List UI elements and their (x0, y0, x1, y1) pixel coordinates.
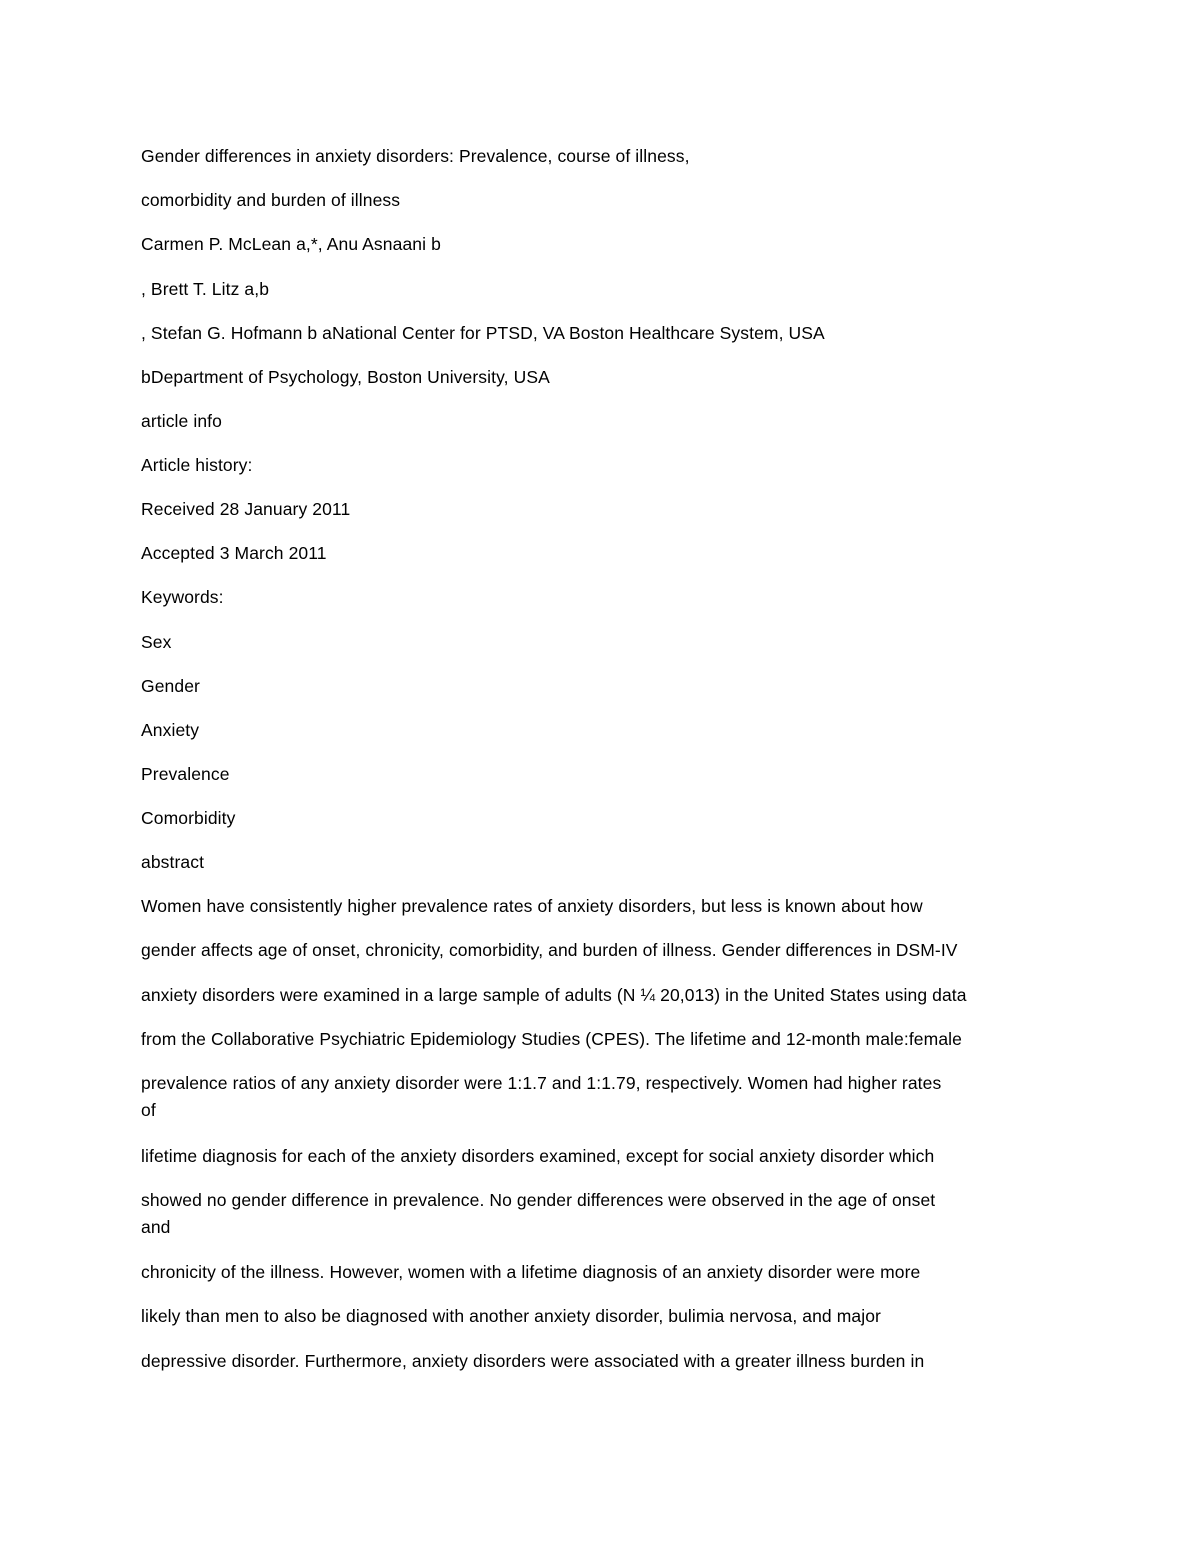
keyword-comorbidity: Comorbidity (141, 808, 236, 828)
article-history-label: Article history: (141, 455, 253, 475)
authors-line-2: , Brett T. Litz a,b (141, 279, 270, 299)
accepted-date: Accepted 3 March 2011 (141, 543, 327, 563)
abstract-line-10: depressive disorder. Furthermore, anxiety disorders were associated with a greater illness burden in (141, 1351, 925, 1371)
abstract-line-4: from the Collaborative Psychiatric Epidemiology Studies (CPES). The lifetime and 12-month male:female (141, 1029, 962, 1049)
keyword-gender: Gender (141, 676, 200, 696)
abstract-line-2: gender affects age of onset, chronicity, comorbidity, and burden of illness. Gender differences in DSM-IV (141, 940, 958, 960)
keywords-label: Keywords: (141, 587, 224, 607)
abstract-line-5: prevalence ratios of any anxiety disorder were 1:1.7 and 1:1.79, respectively. Women had higher rates (141, 1073, 942, 1093)
affiliation-line-2: bDepartment of Psychology, Boston University, USA (141, 367, 550, 387)
authors-line-1: Carmen P. McLean a,*, Anu Asnaani b (141, 234, 441, 254)
abstract-line-7: showed no gender difference in prevalence. No gender differences were observed in the age of onset (141, 1190, 936, 1210)
keyword-anxiety: Anxiety (141, 720, 200, 740)
received-date: Received 28 January 2011 (141, 499, 351, 519)
abstract-heading: abstract (141, 852, 205, 872)
abstract-line-1: Women have consistently higher prevalence rates of anxiety disorders, but less is known about how (141, 896, 923, 916)
affiliation-line-1: , Stefan G. Hofmann b aNational Center for PTSD, VA Boston Healthcare System, USA (141, 323, 825, 343)
article-info-heading: article info (141, 411, 222, 431)
abstract-line-5-wrap: of (141, 1100, 156, 1120)
title-line-2: comorbidity and burden of illness (141, 190, 401, 210)
title-line-1: Gender differences in anxiety disorders: Prevalence, course of illness, (141, 146, 690, 166)
abstract-line-6: lifetime diagnosis for each of the anxiety disorders examined, except for social anxiety disorder which (141, 1146, 935, 1166)
abstract-line-3: anxiety disorders were examined in a large sample of adults (N ¼ 20,013) in the United States using data (141, 985, 967, 1005)
keyword-prevalence: Prevalence (141, 764, 230, 784)
keyword-sex: Sex (141, 632, 172, 652)
abstract-line-9: likely than men to also be diagnosed with another anxiety disorder, bulimia nervosa, and major (141, 1306, 881, 1326)
abstract-line-7-wrap: and (141, 1217, 171, 1237)
abstract-line-8: chronicity of the illness. However, women with a lifetime diagnosis of an anxiety disorder were more (141, 1262, 921, 1282)
